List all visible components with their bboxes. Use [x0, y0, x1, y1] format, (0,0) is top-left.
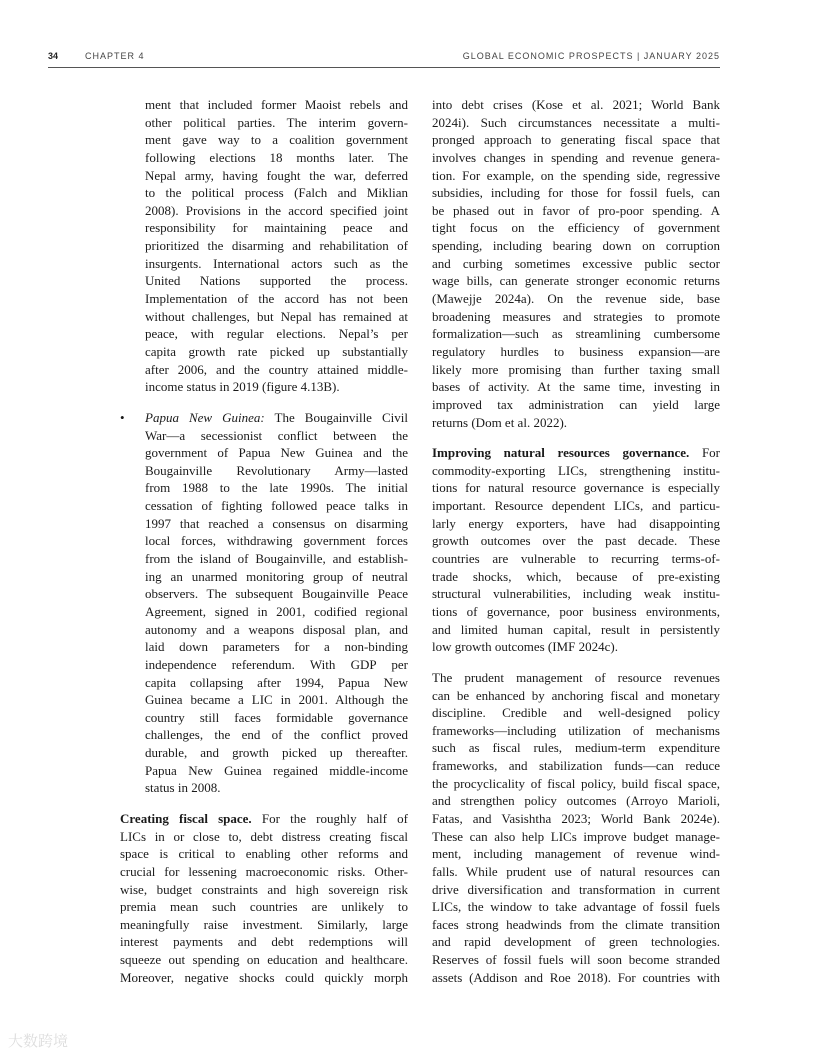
text-line: and strengthen policy outcomes (Arroyo Marioli, — [432, 793, 720, 809]
text-line: country still faces formidable governance — [145, 709, 408, 725]
text-line: broadening measures and strategies to promote — [432, 308, 720, 324]
text-line: independence referendum. With GDP per — [145, 656, 408, 672]
text-line: Fatas, and Vasishtha 2023; World Bank 2024e). — [432, 810, 720, 826]
paragraph — [120, 810, 408, 986]
text-line: prioritized the disarming and rehabilitation of — [145, 238, 408, 254]
text-line: after 2006, and the country attained middle- — [145, 361, 408, 377]
page-header — [48, 51, 720, 67]
text-line: Papua New Guinea regained middle-income — [145, 762, 408, 778]
text-line: ment gave way to a coalition government — [145, 132, 408, 148]
right-column — [432, 96, 720, 999]
paragraph-lead-in: Papua New Guinea: — [145, 409, 265, 425]
text-line: ing an unarmed monitoring group of neutral — [145, 568, 408, 584]
text-line: cessation of fighting followed peace talks in — [145, 498, 408, 514]
text-line: tion. For example, on the spending side, regressive — [432, 167, 720, 183]
text-line: and curbing sometimes excessive public sector — [432, 255, 720, 271]
text-line: 1997 that reached a consensus on disarming — [145, 515, 408, 531]
text-line: low growth outcomes (IMF 2024c). — [432, 639, 618, 655]
paragraph — [120, 96, 408, 396]
text-line: commodity-exporting LICs, strengthening institu- — [432, 462, 720, 478]
text-line: improved tax administration can yield large — [432, 396, 720, 412]
text-line: growth outcomes over the past decade. These — [432, 533, 720, 549]
text-line: the procyclicality of fiscal policy, build fiscal space, — [432, 775, 720, 791]
publication-title: GLOBAL ECONOMIC PROSPECTS | JANUARY 2025 — [462, 51, 720, 61]
text-line: These can also help LICs improve budget manage- — [432, 828, 720, 844]
text-line: returns (Dom et al. 2022). — [432, 414, 568, 430]
text-line: without challenges, but Nepal has remained at — [145, 308, 408, 324]
text-line: Guinea became a LIC in 2001. Although the — [145, 692, 408, 708]
text-line: Reserves of fossil fuels will soon become stranded — [432, 952, 720, 968]
text-line: involves changes in spending and revenue genera- — [432, 149, 720, 165]
text-line: squeeze out spending on education and healthcare. — [120, 952, 408, 968]
text-line: peace, with regular elections. Nepal’s per — [145, 326, 408, 342]
text-line: capita growth rate picked up substantially — [145, 343, 408, 359]
text-line: tight focus on the efficiency of government — [432, 220, 720, 236]
text-line: observers. The subsequent Bougainville Peace — [145, 586, 408, 602]
text-line: larly energy exporters, have had disappointing — [432, 515, 720, 531]
text-line: space is critical to enabling other reforms and — [120, 846, 408, 862]
text-line: spending, including bearing down on corruption — [432, 238, 720, 254]
text-line: from the island of Bougainville, and establish- — [145, 551, 408, 567]
left-column — [120, 96, 408, 999]
text-line: frameworks, and stabilization funds—can reduce — [432, 758, 720, 774]
watermark-text: 大数跨境 — [8, 1032, 69, 1050]
text-line: faces strong headwinds from the climate transition — [432, 916, 720, 932]
text-line: government of Papua New Guinea and the — [145, 445, 408, 461]
text-line: challenges, the end of the conflict proved — [145, 727, 408, 743]
text-line: Implementation of the accord has not been — [145, 291, 408, 307]
watermark-logo — [8, 1030, 68, 1051]
text-line: status in 2008. — [145, 780, 221, 796]
paragraph-lead-in: Creating fiscal space. — [120, 810, 252, 826]
text-line: crucial for lessening macroeconomic risks. Other- — [120, 863, 408, 879]
text-line: trade shocks, which, because of pre-existing — [432, 568, 720, 584]
bullet-paragraph — [120, 409, 408, 797]
text-line: responsibility for maintaining peace and — [145, 220, 408, 236]
text-line: other political parties. The interim govern- — [145, 114, 408, 130]
paragraph — [432, 444, 720, 656]
text-line: United Nations supported the process. — [145, 273, 408, 289]
text-line: important. Resource dependent LICs, and particu- — [432, 498, 720, 514]
text-line-rest: For the roughly half of — [251, 810, 409, 826]
text-line: Nepal army, having fought the war, deferred — [145, 167, 408, 183]
text-line: tions for natural resource governance is especially — [432, 480, 720, 496]
text-line: be phased out in favor of pro-poor spending. A — [432, 202, 720, 218]
text-line: Moreover, negative shocks could quickly morph — [120, 969, 408, 985]
text-line: ment that included former Maoist rebels and — [145, 97, 408, 112]
text-line: countries are vulnerable to recurring terms-of- — [432, 551, 720, 567]
chapter-label: CHAPTER 4 — [85, 51, 145, 61]
text-line: 2024i). Such circumstances necessitate a multi- — [432, 114, 720, 130]
text-line: frameworks—including utilization of mechanisms — [432, 722, 720, 738]
text-line: durable, and growth picked up thereafter. — [145, 745, 408, 761]
text-line: wage bills, can generate stronger economic returns — [432, 273, 720, 289]
text-line: The prudent management of resource revenues — [432, 669, 720, 685]
text-line: premia mean such countries are unlikely to — [120, 899, 408, 915]
text-line: into debt crises (Kose et al. 2021; World Bank — [432, 97, 720, 112]
text-line: pronged approach to generating fiscal space that — [432, 132, 720, 148]
text-line — [145, 409, 408, 427]
header-rule — [48, 67, 720, 68]
text-line: from 1988 to the late 1990s. The initial — [145, 480, 408, 496]
text-line: 2008). Provisions in the accord specified joint — [145, 202, 408, 218]
text-line: interest payments and debt redemptions will — [120, 934, 408, 950]
text-line: War—a secessionist conflict between the — [145, 427, 408, 443]
text-line: local forces, withdrawing government forces — [145, 533, 408, 549]
text-line: (Mawejje 2024a). On the revenue side, base — [432, 291, 720, 307]
text-line: likely more promising than further taxing small — [432, 361, 720, 377]
text-line-rest: The Bougainville Civil — [264, 409, 408, 425]
text-line: discipline. Credible and well-designed policy — [432, 705, 720, 721]
text-line: falls. While prudent use of natural resources can — [432, 863, 720, 879]
paragraph — [432, 669, 720, 987]
text-line: Bougainville Revolutionary Army—lasted — [145, 462, 408, 478]
text-line: Agreement, signed in 2001, codified regional — [145, 603, 408, 619]
paragraph-lead-in: Improving natural resources governance. — [432, 445, 690, 461]
text-line: such as fiscal rules, medium-term expenditure — [432, 740, 720, 756]
text-line: following elections 18 months later. The — [145, 149, 408, 165]
bullet-icon: • — [120, 409, 125, 425]
text-line: tions of governance, poor business environments, — [432, 603, 720, 619]
text-line: to the political process (Falch and Miklian — [145, 185, 408, 201]
text-line: insurgents. International actors such as the — [145, 255, 408, 271]
paragraph — [432, 96, 720, 431]
text-line: capita collapsing after 1994, Papua New — [145, 674, 408, 690]
text-line: ment, including management of revenue wind- — [432, 846, 720, 862]
text-line: LICs in or close to, debt distress creating fiscal — [120, 828, 408, 844]
text-line: bases of activity. At the same time, investing in — [432, 379, 720, 395]
text-line: formalization—such as streamlining cumbersome — [432, 326, 720, 342]
text-line-rest: For — [689, 445, 720, 461]
text-line: meaningfully raise investment. Similarly, large — [120, 916, 408, 932]
text-line: regulatory hurdles to business expansion—are — [432, 343, 720, 359]
text-line: autonomy and a weapons disposal plan, and — [145, 621, 408, 637]
text-line: assets (Addison and Roe 2018). For countries with — [432, 969, 720, 985]
text-line: subsidies, including for those for fossil fuels, can — [432, 185, 720, 201]
text-line: wise, budget constraints and high sovereign risk — [120, 881, 408, 897]
text-line: and limited human capital, result in persistently — [432, 621, 720, 637]
text-line: drive diversification and transformation in current — [432, 881, 720, 897]
text-line — [120, 810, 408, 828]
text-line: laid down parameters for a non-binding — [145, 639, 408, 655]
text-line: can be enhanced by anchoring fiscal and monetary — [432, 687, 720, 703]
text-line: income status in 2019 (figure 4.13B). — [145, 379, 340, 395]
text-line: and rapid development of green technologies. — [432, 934, 720, 950]
text-line — [432, 444, 720, 462]
text-line: structural vulnerabilities, including weak institu- — [432, 586, 720, 602]
text-line: LICs, the window to take advantage of fossil fuels — [432, 899, 720, 915]
page-number: 34 — [48, 51, 59, 61]
